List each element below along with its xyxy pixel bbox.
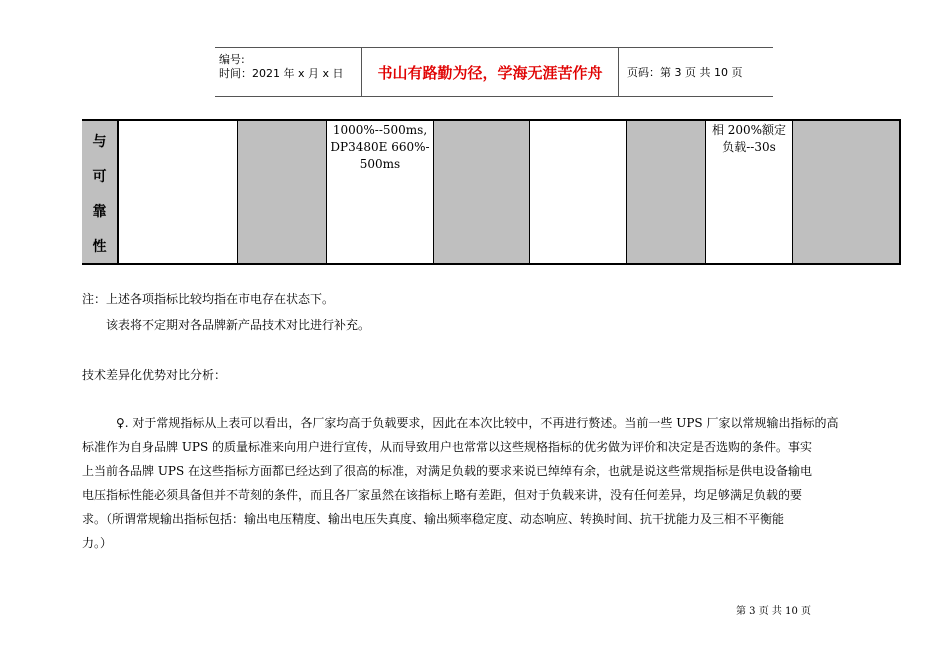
paragraph-line: 求。（所谓常规输出指标包括：输出电压精度、输出电压失真度、输出频率稳定度、动态响应、转换时间、抗干扰能力及三相不平衡能 [82, 512, 785, 526]
paragraph-line: 上当前各品牌 UPS 在这些指标方面都已经达到了很高的标准，对满足负载的要求来说已绰绰有余，也就是说这些常规指标是供电设备输电 [82, 464, 813, 478]
table-cell-spec [706, 121, 793, 263]
page-footer: 第 3 页 共 10 页 [736, 606, 811, 617]
row-label-char: 性 [92, 239, 107, 255]
analysis-paragraph [82, 411, 910, 555]
table-cell [530, 121, 627, 263]
note-line: 注：上述各项指标比较均指在市电存在状态下。 [82, 292, 335, 306]
paragraph-line: 力。） [82, 536, 113, 550]
document-number-label: 编号: [219, 53, 245, 66]
page-header [215, 47, 773, 97]
row-label-char: 靠 [92, 204, 107, 220]
table-cell-shaded [238, 121, 327, 263]
header-motto: 书山有路勤为径，学海无涯苦作舟 [362, 48, 619, 96]
document-time-label: 时间：2021 年 x 月 x 日 [219, 67, 344, 80]
row-label-reliability [82, 121, 119, 263]
cell-text: 500ms [359, 157, 401, 171]
row-label-char: 可 [92, 169, 107, 185]
paragraph-line: 电压指标性能必须具备但并不苛刻的条件，而且各厂家虽然在该指标上略有差距，但对于负载来讲，没有任何差异，均足够满足负载的要 [82, 488, 803, 502]
paragraph-line: ♀. 对于常规指标从上表可以看出，各厂家均高于负载要求，因此在本次比较中，不再进行赘述。当前一些 UPS 厂家以常规输出指标的高 [116, 416, 839, 430]
row-label-char: 与 [92, 134, 107, 150]
table-cell-shaded [793, 121, 901, 263]
header-meta-cell [215, 48, 362, 96]
comparison-table [82, 119, 901, 265]
cell-text: 1000%--500ms, [332, 123, 428, 137]
paragraph-line: 标准作为自身品牌 UPS 的质量标准来向用户进行宣传，从而导致用户也常常以这些规格指标的优劣做为评价和决定是否选购的条件。事实 [82, 440, 813, 454]
section-title: 技术差异化优势对比分析： [82, 368, 227, 382]
table-cell [119, 121, 238, 263]
header-page-label: 页码：第 3 页 共 10 页 [627, 66, 743, 79]
table-cell-shaded [434, 121, 530, 263]
table-cell-spec [327, 121, 434, 263]
cell-text: 相 200%额定 [711, 123, 787, 137]
cell-text: 负载--30s [722, 140, 776, 154]
note-line: 该表将不定期对各品牌新产品技术对比进行补充。 [106, 318, 371, 332]
table-cell-shaded [627, 121, 706, 263]
cell-text: DP3480E 660%- [330, 140, 430, 154]
